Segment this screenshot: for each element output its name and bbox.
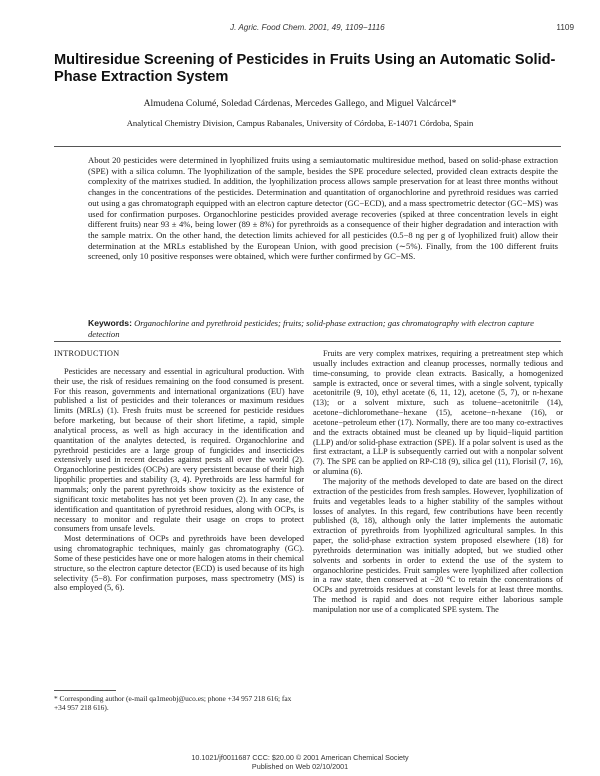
keywords-text: Organochlorine and pyrethroid pesticides; fruits; solid-phase extraction; gas chromatography with electron capture detection (88, 318, 534, 339)
keywords (88, 318, 558, 339)
right-column (313, 349, 563, 615)
abstract: About 20 pesticides were determined in lyophilized fruits using a semiautomatic multiresidue method, based on solid-phase extraction (SPE) with a silica column. The lyophilization of the sample, besides the SPE procedure selected, provided clean extracts despite the complexity of the matrixes studied. In addition, the lyophilization process allows sample preservation for at least three months without changes in the concentrations of the pesticides. Determination and quantitation of organochlorine and pyrethroid residues was carried out using a gas chromatograph equipped with an electron capture detector (GC−ECD), and a mass spectrometric detector (GC−MS) was used for confirmation purposes. Organochlorine pesticides provided average recoveries (spiked at three concentration levels in eight different fruits) near 93 ± 4%, being lower (89 ± 8%) for pyrethroids as a consequence of their higher degradation and interaction with the sample matrix. On the other hand, the detection limits achieved for all pesticides (0.5−8 ng per g of lyophilized fruit) allow their determination at the MRLs established by the European Union, with good precision (∼5%). Finally, from the 100 different fruits screened, only 10 positive responses were obtained, which were further confirmed by GC−MS. (88, 155, 558, 262)
footnote-rule (54, 690, 116, 691)
page-number: 1109 (556, 23, 574, 32)
published-line: Published on Web 02/10/2001 (251, 761, 349, 771)
paragraph: Pesticides are necessary and essential in agricultural production. With their use, the risk of residues remaining on the food consumed is present. For this reason, governments and international organizations (EU) have published a list of pesticides and their tolerances or maximum residues limits (MRLs) (1). Fresh fruits must be screened for pesticide residues before marketing, but because of their short lifetime, a rapid, simple analytical process, as well as high accuracy in the identification and quantitation of the analytes detected, is required. Organochlorine and pyrethroid pesticides are a large group of fungicides and insecticides extensively used in recent decades against pests all over the world (2). Organochlorine pesticides (OCPs) are very persistent because of their high lipophilic properties and stability (3, 4). Pyrethroids are less harmful for mammals; only the parent pyrethroids show toxicity as the existence of significant toxic metabolites has not yet been proven (2). In any case, the identification and quantitation of pyrethroid residues, along with OCPs, is necessary to monitor and regulate their usage on crops to protect consumers from unsafe levels. (54, 366, 304, 534)
keywords-label: Keywords: (88, 318, 132, 328)
paragraph: Most determinations of OCPs and pyrethroids have been developed using chromatographic techniques, mainly gas chromatography (GC). Some of these pesticides have one or more halogen atoms in their chemical structure, so the electron capture detector (ECD) is used because of its high selectivity (5−8). For confirmation purposes, mass spectrometry (MS) is also employed (5, 6). (54, 534, 304, 593)
paragraph: The majority of the methods developed to date are based on the direct extraction of the pesticides from fresh samples. However, lyophilization of fruits and vegetables leads to a higher stability of the samples without losses of analytes. In this regard, few contributions have been recently published (8, 18), although only the latter implements the automatic extraction of pyrethroids from lyophilized agricultural samples. In this paper, the solid-phase extraction system proposed elsewhere (18) for pyrethroids determination was initially adopted, but we studied other solvents and sorbents in order to extend the use of the system to organochlorine pesticides. Fruit samples were lyophilized after collection in a raw state, then conserved at −20 °C to retain the concentrations of OCPs and pyretroids residues at constant levels for at least three months. The method is rapid and does not require either laborious sample manipulation nor use of a complicated SPE system. The (313, 476, 563, 614)
corresponding-author-footnote: * Corresponding author (e-mail qa1meobj@uco.es; phone +34 957 218 616; fax +34 957 218 616). (54, 694, 292, 712)
author-list: Almudena Columé, Soledad Cárdenas, Mercedes Gallego, and Miguel Valcárcel* (143, 98, 457, 109)
journal-citation: J. Agric. Food Chem. 2001, 49, 1109−1116 (230, 23, 385, 32)
publication-footer (0, 754, 600, 771)
affiliation: Analytical Chemistry Division, Campus Rabanales, University of Córdoba, E-14071 Córdoba, Spain (126, 118, 474, 128)
abstract-top-rule (54, 146, 561, 147)
left-column (54, 349, 304, 593)
keywords-bottom-rule (54, 341, 561, 342)
paragraph: Fruits are very complex matrixes, requiring a pretreatment step which usually includes extraction and cleanup processes, normally tedious and time-consuming, to provide clean extracts. Basically, a homogenized sample is extracted, once or several times, with a single solvent, typically acetonitrile (9, 10), ethyl acetate (6, 11, 12), acetone (5, 7), or n-hexane (13); or a solvent mixture, such as toluene−acetonitrile (14), acetone−dichloromethane−hexane (15), acetone−n-hexane (16), or acetone−petroleum ether (17). Normally, there are too many co-extractives and the extracts obtained must be cleaned up by liquid−liquid partition (LLP) and/or solid-phase extraction (SPE). If a polar solvent is used as the first extractant, a LLP is subsequently carried out with a nonpolar solvent (7). The SPE can be applied on RP-C18 (9), silica gel (11), Florisil (7, 16), or alumina (6). (313, 349, 563, 477)
section-heading-introduction: INTRODUCTION (54, 349, 120, 358)
article-title: Multiresidue Screening of Pesticides in Fruits Using an Automatic Solid-Phase Extraction System (54, 52, 556, 85)
doi-line: 10.1021/jf0011687 CCC: $20.00 © 2001 American Chemical Society (191, 753, 409, 762)
